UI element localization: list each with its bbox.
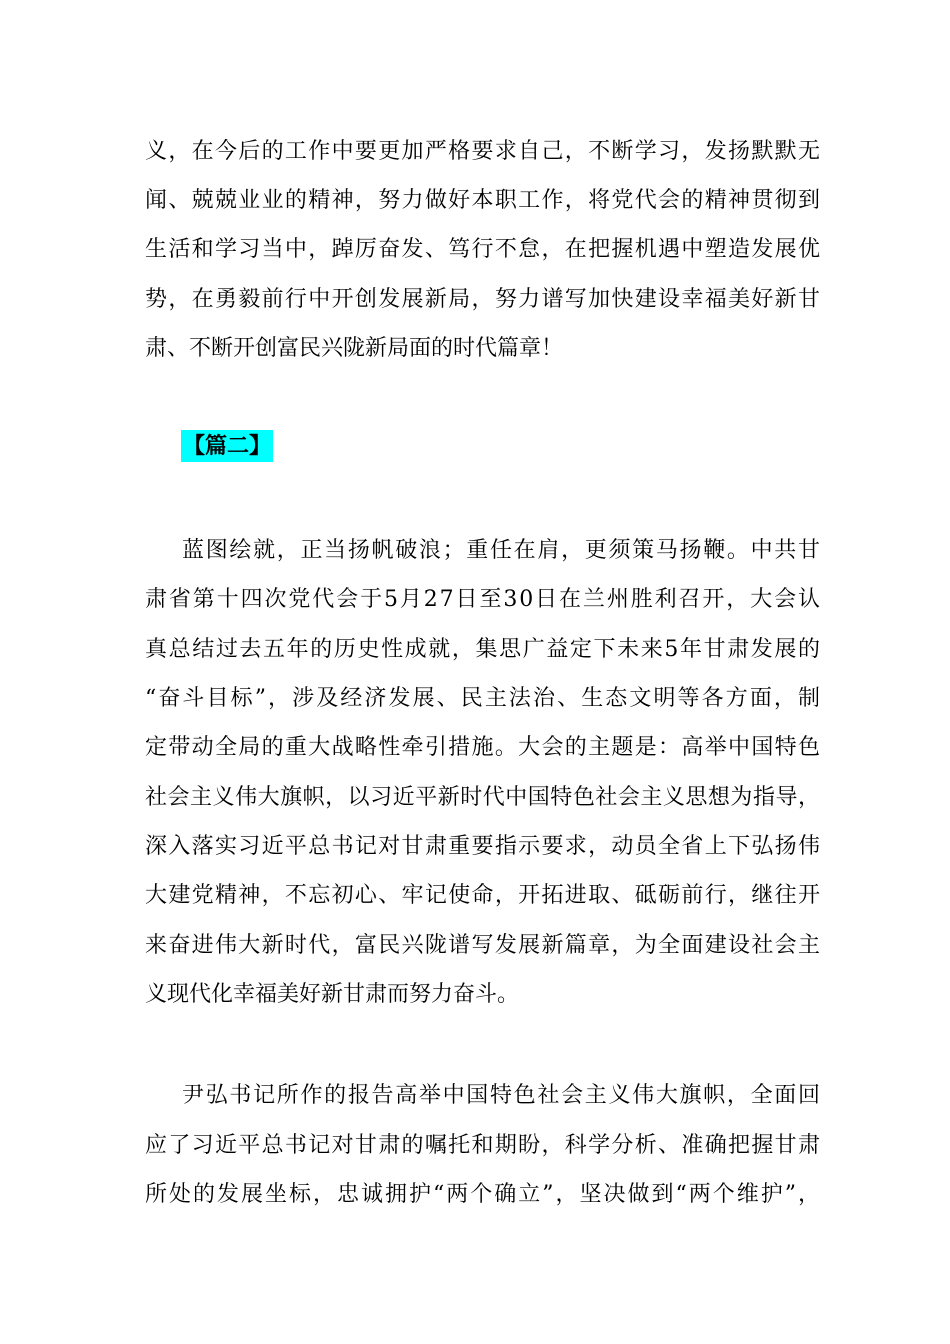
paragraph-line: 深入落实习近平总书记对甘肃重要指示要求，动员全省上下弘扬伟: [145, 834, 822, 859]
paragraph-line: 肃、不断开创富民兴陇新局面的时代篇章！: [145, 336, 564, 361]
paragraph-line: 义，在今后的工作中要更加严格要求自己，不断学习，发扬默默无: [145, 139, 822, 164]
paragraph-line: 大建党精神，不忘初心、牢记使命，开拓进取、砥砺前行，继往开: [145, 883, 822, 908]
paragraph-line: 义现代化幸福美好新甘肃而努力奋斗。: [145, 982, 520, 1007]
paragraph-line: 真总结过去五年的历史性成就，集思广益定下未来5年甘肃发展的: [145, 637, 822, 662]
paragraph-line: 闻、兢兢业业的精神，努力做好本职工作，将党代会的精神贯彻到: [145, 188, 822, 213]
paragraph-line: 社会主义伟大旗帜，以习近平新时代中国特色社会主义思想为指导，: [145, 785, 821, 810]
paragraph-line: 势，在勇毅前行中开创发展新局，努力谱写加快建设幸福美好新甘: [145, 287, 822, 312]
paragraph-line: 所处的发展坐标，忠诚拥护“两个确立”，坚决做到“两个维护”，: [145, 1182, 822, 1207]
section-heading: 【篇二】: [181, 430, 273, 462]
paragraph-line: 定带动全局的重大战略性牵引措施。大会的主题是：高举中国特色: [145, 735, 822, 760]
paragraph-line: 蓝图绘就，正当扬帆破浪；重任在肩，更须策马扬鞭。中共甘: [182, 538, 822, 563]
paragraph-line: 尹弘书记所作的报告高举中国特色社会主义伟大旗帜，全面回: [182, 1083, 822, 1108]
paragraph-line: 生活和学习当中，踔厉奋发、笃行不怠，在把握机遇中塑造发展优: [145, 237, 822, 262]
paragraph-line: 来奋进伟大新时代，富民兴陇谱写发展新篇章，为全面建设社会主: [145, 933, 822, 958]
paragraph-line: “奋斗目标”，涉及经济发展、民主法治、生态文明等各方面，制: [145, 686, 823, 711]
paragraph-line: 应了习近平总书记对甘肃的嘱托和期盼，科学分析、准确把握甘肃: [145, 1133, 822, 1158]
paragraph-line: 肃省第十四次党代会于5月27日至30日在兰州胜利召开，大会认: [145, 587, 822, 612]
